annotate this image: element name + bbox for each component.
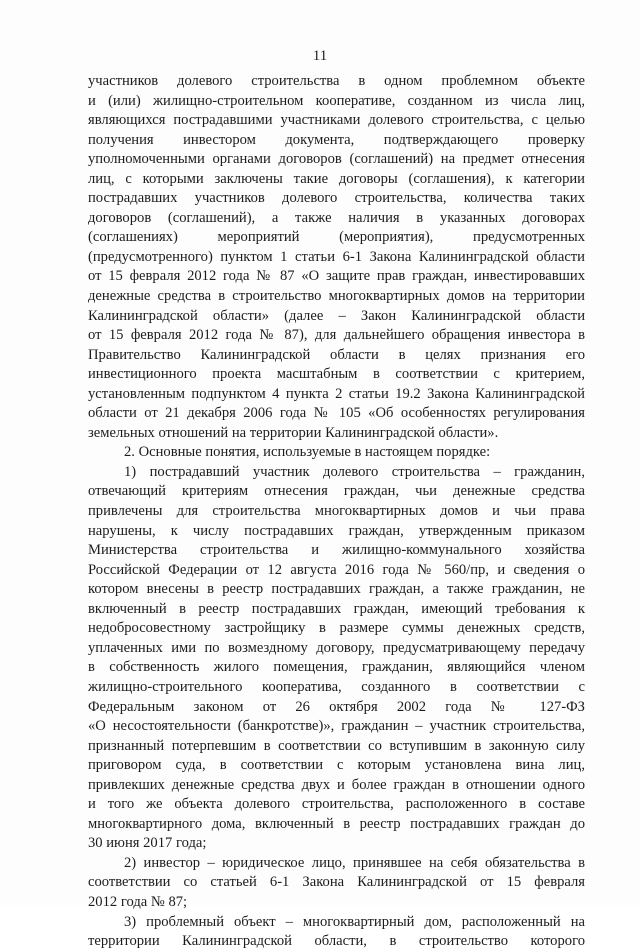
text-line: Федеральным законом от 26 октября 2002 года № 127-ФЗ (88, 698, 585, 715)
text-line: договоров (соглашений), а также наличия в указанных договорах (88, 209, 585, 226)
text-line: земельных отношений на территории Калининградской области». (88, 424, 499, 441)
text-line: 2) инвестор – юридическое лицо, принявшее на себя обязательства в (124, 854, 585, 871)
text-line: Калининградской области» (далее – Закон Калининградской области (88, 307, 585, 324)
text-line: уполномоченными органами договоров (соглашений) на предмет отнесения (88, 151, 585, 168)
text-line: (предусмотренного) пунктом 1 статьи 6-1 Закона Калининградской области (88, 248, 585, 265)
text-line: Правительство Калининградской области в целях признания его (88, 346, 585, 363)
text-line: 2012 года № 87; (88, 893, 188, 910)
text-line: денежные средства в строительство многоквартирных домов на территории (88, 288, 585, 305)
text-line: приговором суда, в соответствии с которым установлена вина лиц, (88, 757, 585, 774)
text-line: признанный потерпевшим в соответствии со вступившим в законную силу (88, 737, 585, 754)
text-line: «О несостоятельности (банкротстве)», гражданин – участник строительства, (88, 718, 585, 735)
text-line: 30 июня 2017 года; (88, 835, 207, 852)
text-line: области от 21 декабря 2006 года № 105 «Об особенностях регулирования (88, 405, 585, 422)
page-number: 11 (312, 48, 328, 64)
document-body (88, 72, 585, 952)
text-line: 2. Основные понятия, используемые в настоящем порядке: (124, 444, 491, 461)
text-line: 1) пострадавший участник долевого строительства – гражданин, (124, 463, 585, 480)
text-line: инвестиционного проекта масштабным в соответствии с критерием, (88, 366, 585, 383)
text-line: Российской Федерации от 12 августа 2016 года № 560/пр, и сведения о (88, 561, 585, 578)
text-line: и (или) жилищно-строительном кооперативе, созданном из числа лиц, (88, 92, 585, 109)
text-line: недобросовестному застройщику в размере суммы денежных средств, (88, 620, 585, 637)
text-line: (соглашениях) мероприятий (мероприятия), предусмотренных (88, 229, 585, 246)
text-line: от 15 февраля 2012 года № 87 «О защите прав граждан, инвестировавших (88, 268, 585, 285)
text-line: лиц, с которыми заключены такие договоры (соглашения), к категории (88, 170, 585, 187)
text-line: в собственность жилого помещения, гражданин, являющийся членом (88, 659, 585, 676)
text-line: от 15 февраля 2012 года № 87), для дальнейшего обращения инвестора в (88, 327, 585, 344)
text-line: уплаченных ими по возмездному договору, предусматривающему передачу (88, 639, 585, 656)
text-line: котором внесены в реестр пострадавших граждан, а также гражданин, не (88, 581, 585, 598)
text-line: отвечающий критериям отнесения граждан, чьи денежные средства (88, 483, 585, 500)
text-line: привлечены для строительства многоквартирных домов и чьи права (88, 503, 585, 520)
text-line: установленным подпунктом 4 пункта 2 статьи 19.2 Закона Калининградской (88, 385, 585, 402)
text-line: соответствии со статьей 6-1 Закона Калининградской от 15 февраля (88, 874, 585, 891)
text-line: получения инвестором документа, подтверждающего проверку (88, 131, 585, 148)
text-line: Министерства строительства и жилищно-коммунального хозяйства (88, 542, 585, 559)
text-line: жилищно-строительного кооператива, созданного в соответствии с (88, 678, 585, 695)
text-line: и того же объекта долевого строительства, расположенного в составе (88, 796, 585, 813)
text-line: привлекших денежные средства двух и более граждан в отношении одного (88, 776, 585, 793)
text-line: включенный в реестр пострадавших граждан, имеющий требования к (88, 600, 585, 617)
text-line: территории Калининградской области, в строительство которого (88, 933, 585, 950)
text-line: пострадавших участников долевого строительства, количества таких (88, 190, 585, 207)
text-line: 3) проблемный объект – многоквартирный дом, расположенный на (124, 913, 585, 930)
text-line: участников долевого строительства в одном проблемном объекте (88, 73, 585, 89)
text-line: нарушены, к числу пострадавших граждан, утвержденным приказом (88, 522, 585, 539)
text-line: многоквартирного дома, включенный в реестр пострадавших граждан до (88, 815, 585, 832)
text-line: являющихся пострадавшими участниками долевого строительства, с целью (88, 112, 585, 129)
